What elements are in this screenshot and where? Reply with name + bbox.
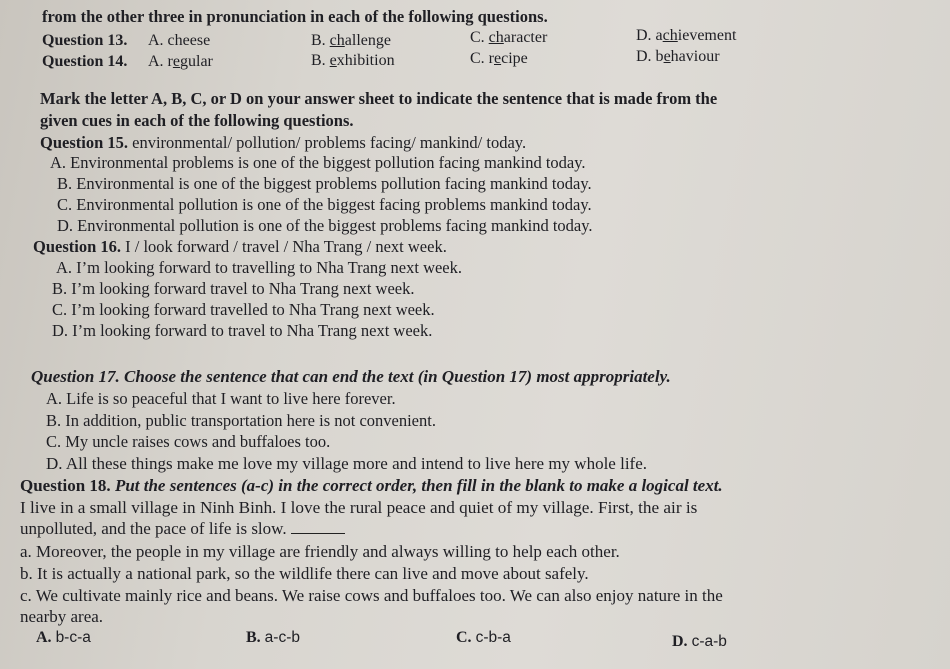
q13-option-c[interactable]: C. character bbox=[470, 29, 548, 46]
q15-option-b[interactable]: B. Environmental is one of the biggest problems pollution facing mankind today. bbox=[57, 174, 592, 193]
q18-paragraph-line-1: I live in a small village in Ninh Binh. I love the rural peace and quiet of my village. First, the air is bbox=[20, 498, 698, 517]
q13-option-a[interactable]: A. cheese bbox=[148, 32, 211, 49]
q18-sentence-c-line-1: c. We cultivate mainly rice and beans. We raise cows and buffaloes too. We can also enjoy nature in the bbox=[20, 586, 723, 605]
q16-option-a[interactable]: A. I’m looking forward to travelling to Nha Trang next week. bbox=[56, 258, 463, 277]
q18-answer-blank[interactable] bbox=[291, 519, 345, 534]
q16-cue: I / look forward / travel / Nha Trang / next week. bbox=[125, 237, 447, 256]
q16-stem bbox=[33, 237, 447, 257]
q18-paragraph-line-2: unpolluted, and the pace of life is slow. bbox=[20, 519, 345, 539]
q15-label: Question 15. bbox=[40, 133, 129, 152]
q13-option-d[interactable]: D. achievement bbox=[636, 27, 737, 44]
q14-option-d[interactable]: D. behaviour bbox=[636, 48, 720, 65]
q16-label: Question 16. bbox=[33, 237, 122, 256]
q17-option-d[interactable]: D. All these things make me love my village more and intend to live here my whole life. bbox=[46, 454, 647, 473]
q16-option-b[interactable]: B. I’m looking forward travel to Nha Trang next week. bbox=[52, 279, 415, 298]
q18-sentence-a: a. Moreover, the people in my village are friendly and always willing to help each other. bbox=[20, 542, 620, 561]
q18-option-d[interactable]: D. c-a-b bbox=[672, 633, 727, 650]
q18-sentence-c-line-2: nearby area. bbox=[20, 607, 104, 626]
q17-option-c[interactable]: C. My uncle raises cows and buffaloes too. bbox=[46, 432, 331, 451]
q17-stem bbox=[31, 367, 671, 387]
q13-option-b[interactable]: B. challenge bbox=[311, 32, 391, 49]
instruction-tail: from the other three in pronunciation in each of the following questions. bbox=[42, 7, 548, 26]
q18-prompt: Put the sentences (a-c) in the correct order, then fill in the blank to make a logical text. bbox=[114, 476, 723, 495]
q15-option-a[interactable]: A. Environmental problems is one of the biggest pollution facing mankind today. bbox=[50, 153, 586, 172]
q16-option-c[interactable]: C. I’m looking forward travelled to Nha Trang next week. bbox=[52, 300, 435, 319]
q14-label: Question 14. bbox=[42, 53, 128, 70]
q14-option-a[interactable]: A. regular bbox=[148, 53, 213, 70]
q16-option-d[interactable]: D. I’m looking forward to travel to Nha Trang next week. bbox=[52, 321, 433, 340]
q17-label: Question 17. bbox=[31, 367, 120, 386]
q17-option-a[interactable]: A. Life is so peaceful that I want to live here forever. bbox=[46, 389, 396, 408]
q18-label: Question 18. bbox=[20, 476, 111, 495]
q15-option-c[interactable]: C. Environmental pollution is one of the biggest facing problems mankind today. bbox=[57, 195, 592, 214]
instruction-line-2: given cues in each of the following questions. bbox=[40, 111, 354, 130]
q18-sentence-b: b. It is actually a national park, so the wildlife there can live and move about safely. bbox=[20, 564, 589, 583]
q18-stem bbox=[20, 476, 723, 496]
q18-option-a[interactable]: A. b-c-a bbox=[36, 629, 91, 646]
q18-option-c[interactable]: C. c-b-a bbox=[456, 629, 511, 646]
q15-stem bbox=[40, 133, 526, 153]
q14-option-c[interactable]: C. recipe bbox=[470, 50, 528, 67]
q13-label: Question 13. bbox=[42, 32, 128, 49]
q14-option-b[interactable]: B. exhibition bbox=[311, 52, 395, 69]
q17-option-b[interactable]: B. In addition, public transportation here is not convenient. bbox=[46, 411, 436, 430]
q15-cue: environmental/ pollution/ problems facing/ mankind/ today. bbox=[132, 133, 527, 152]
q15-option-d[interactable]: D. Environmental pollution is one of the biggest problems facing mankind today. bbox=[57, 216, 593, 235]
q18-option-b[interactable]: B. a-c-b bbox=[246, 629, 300, 646]
q17-prompt: Choose the sentence that can end the text (in Question 17) most appropriately. bbox=[124, 367, 671, 386]
instruction-line-1: Mark the letter A, B, C, or D on your answer sheet to indicate the sentence that is made from the bbox=[40, 89, 718, 108]
